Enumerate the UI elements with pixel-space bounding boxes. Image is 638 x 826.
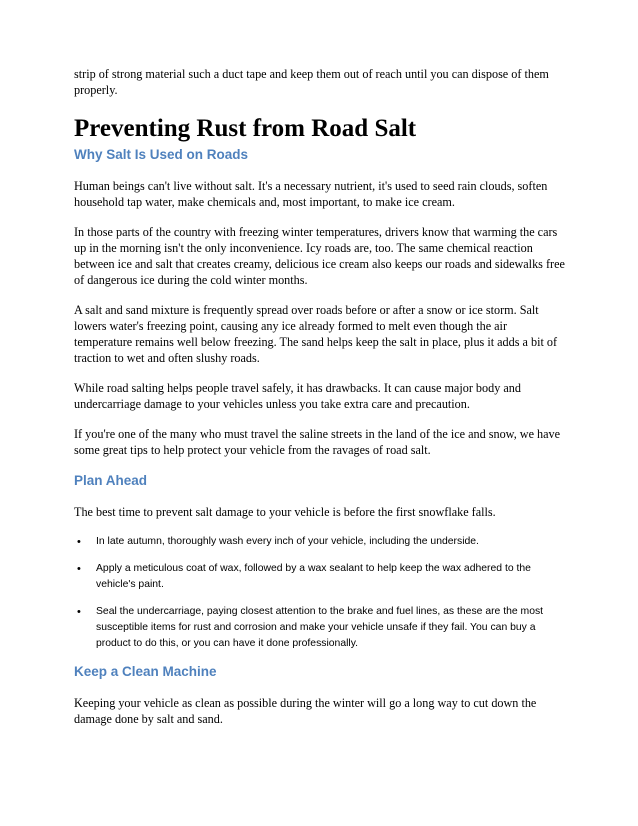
paragraph: While road salting helps people travel safely, it has drawbacks. It can cause major body and undercarriage damage to your vehicles unless you take extra care and precaution. [74,381,521,411]
list-item-text: Seal the undercarriage, paying closest attention to the brake and fuel lines, as these are the most susceptible items for rust and corrosion and make your vehicle unsafe if they fail. You can buy a product to do this, or you can have it done professionally. [96,606,544,649]
paragraph: Keeping your vehicle as clean as possible during the winter will go a long way to cut down the damage done by salt and sand. [74,696,537,726]
section-heading-plan-ahead: Plan Ahead [74,473,148,488]
section-heading-clean-machine: Keep a Clean Machine [74,664,217,679]
section-heading-why-salt: Why Salt Is Used on Roads [74,147,249,162]
paragraph: The best time to prevent salt damage to your vehicle is before the first snowflake falls. [74,505,496,519]
page-title: Preventing Rust from Road Salt [74,115,417,142]
paragraph: A salt and sand mixture is frequently spread over roads before or after a snow or ice storm. Salt lowers water's freezing point, causing any ice already formed to melt even though the air temperature remains well below freezing. The sand helps keep the salt in place, plus it adds a bit of traction to wet and often slushy roads. [74,303,558,365]
list-item [74,534,568,550]
list-item [74,561,568,593]
paragraph: In those parts of the country with freezing winter temperatures, drivers know that warming the cars up in the morning isn't the only inconvenience. Icy roads are, too. The same chemical reaction between ice and salt that creates creamy, delicious ice cream also keeps our roads and sidewalks free of dangerous ice during the cold winter months. [74,225,565,287]
list-item [74,604,568,652]
list-item-text: In late autumn, thoroughly wash every inch of your vehicle, including the underside. [96,536,479,547]
paragraph: Human beings can't live without salt. It's a necessary nutrient, it's used to seed rain clouds, soften household tap water, make chemicals and, most important, to make ice cream. [74,179,548,209]
paragraph: If you're one of the many who must travel the saline streets in the land of the ice and snow, we have some great tips to help protect your vehicle from the ravages of road salt. [74,427,561,457]
bullet-icon: • [77,606,81,618]
bullet-icon: • [77,536,81,548]
intro-fragment: strip of strong material such a duct tape and keep them out of reach until you can dispose of them properly. [74,67,549,97]
bullet-icon: • [77,563,81,575]
bullet-list [74,534,568,652]
list-item-text: Apply a meticulous coat of wax, followed by a wax sealant to help keep the wax adhered to the vehicle's paint. [96,563,531,590]
